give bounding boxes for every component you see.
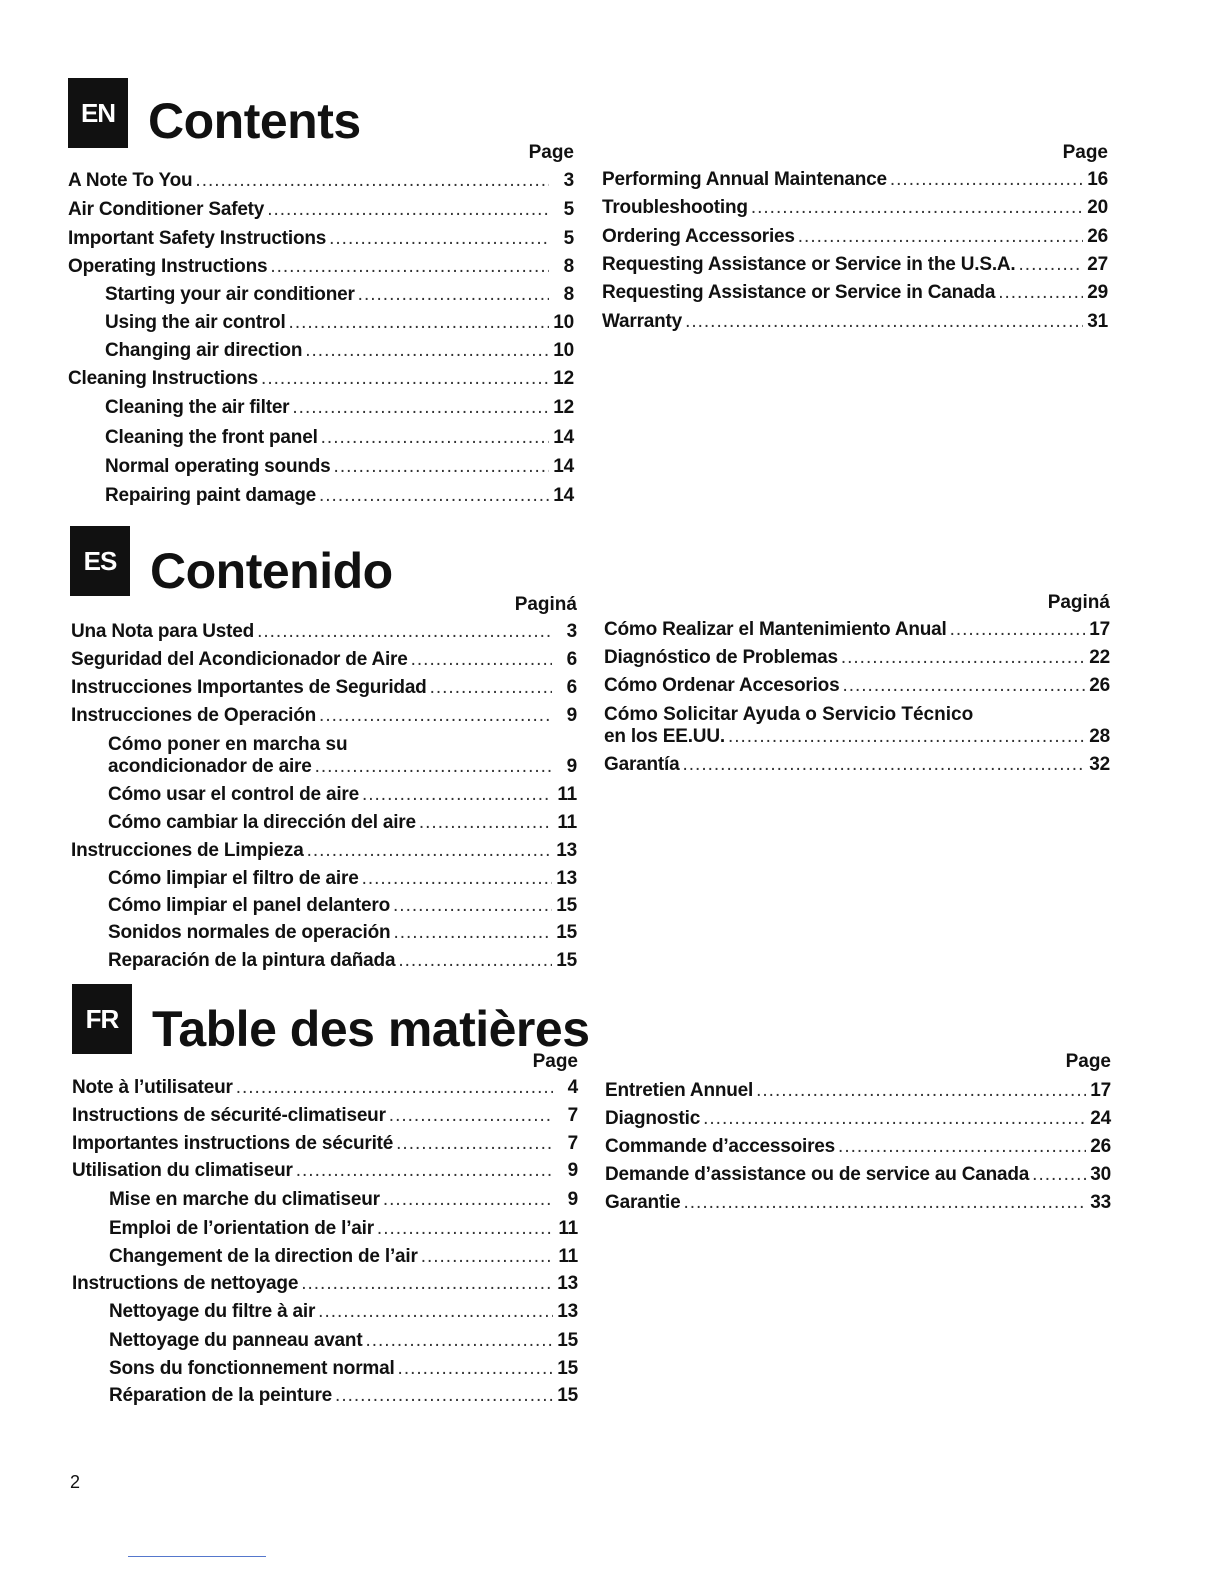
entry-label: Using the air control — [105, 312, 286, 333]
entry-label: Requesting Assistance or Service in the U.S.A. — [602, 254, 1016, 275]
entry-label: Instrucciones de Limpieza — [71, 840, 304, 861]
entry-label: Changing air direction — [105, 340, 303, 361]
toc-subentry[interactable] — [68, 485, 574, 507]
page-header: Page — [1062, 142, 1108, 163]
entry-label: Changement de la direction de l’air — [109, 1246, 418, 1267]
entry-page: 15 — [557, 1330, 578, 1351]
entry-label: Warranty — [602, 311, 683, 332]
toc-subentry[interactable] — [71, 868, 577, 890]
entry-page: 15 — [556, 922, 577, 943]
entry-page: 8 — [563, 284, 574, 305]
toc-column-left-es — [71, 592, 577, 982]
entry-page: 10 — [553, 312, 574, 333]
entry-label: Requesting Assistance or Service in Canada — [602, 282, 996, 303]
toc-subentry[interactable] — [71, 756, 577, 778]
entry-label: Starting your air conditioner — [105, 284, 355, 305]
entry-page: 14 — [553, 485, 574, 506]
toc-entry[interactable] — [602, 254, 1108, 276]
toc-column-right-fr — [605, 1050, 1111, 1230]
entry-page: 12 — [553, 397, 574, 418]
page-header: Page — [528, 142, 574, 163]
entry-label: Emploi de l’orientation de l’air — [109, 1218, 374, 1239]
entry-page: 5 — [563, 199, 574, 220]
entry-page: 16 — [1087, 169, 1108, 190]
toc-entry[interactable] — [68, 170, 574, 192]
entry-label: Diagnóstico de Problemas — [604, 647, 838, 668]
entry-page: 7 — [567, 1105, 578, 1126]
entry-label: Réparation de la peinture — [109, 1385, 333, 1406]
entry-page: 26 — [1090, 1136, 1111, 1157]
entry-page: 9 — [567, 1189, 578, 1210]
language-badge-fr: FR — [72, 984, 132, 1054]
toc-entry[interactable] — [72, 1133, 578, 1155]
entry-page: 9 — [566, 756, 577, 777]
entry-label: Troubleshooting — [602, 197, 748, 218]
entry-label: Repairing paint damage — [105, 485, 316, 506]
entry-label: Important Safety Instructions — [68, 228, 327, 249]
toc-entry[interactable] — [605, 1192, 1111, 1214]
entry-label: Operating Instructions — [68, 256, 268, 277]
entry-page: 14 — [553, 427, 574, 448]
entry-label: Cómo cambiar la dirección del aire — [108, 812, 416, 833]
toc-entry[interactable] — [68, 228, 574, 250]
toc-entry[interactable] — [605, 1080, 1111, 1102]
section-title-fr: Table des matières — [152, 1001, 590, 1057]
entry-label: Importantes instructions de sécurité — [72, 1133, 394, 1154]
entry-page: 17 — [1089, 619, 1110, 640]
entry-page: 7 — [567, 1133, 578, 1154]
entry-page: 28 — [1089, 726, 1110, 747]
toc-column-right-en — [602, 140, 1108, 360]
toc-subentry[interactable] — [68, 312, 574, 334]
entry-page: 14 — [553, 456, 574, 477]
toc-subentry[interactable] — [72, 1358, 578, 1380]
toc-entry[interactable] — [604, 619, 1110, 641]
entry-page: 3 — [563, 170, 574, 191]
toc-entry[interactable] — [605, 1108, 1111, 1130]
language-badge-en: EN — [68, 78, 128, 148]
bottom-rule — [128, 1556, 266, 1557]
entry-label: Note à l’utilisateur — [72, 1077, 233, 1098]
toc-column-left-fr — [72, 1050, 578, 1420]
entry-label: Cómo Realizar el Mantenimiento Anual — [604, 619, 947, 640]
entry-page: 8 — [563, 256, 574, 277]
toc-entry[interactable] — [68, 199, 574, 221]
entry-label: Normal operating sounds — [105, 456, 331, 477]
entry-label: A Note To You — [68, 170, 193, 191]
entry-page: 6 — [566, 677, 577, 698]
entry-label: Seguridad del Acondicionador de Aire — [71, 649, 408, 670]
toc-entry[interactable] — [602, 311, 1108, 333]
page-number: 2 — [70, 1472, 81, 1492]
toc-subentry[interactable] — [71, 895, 577, 917]
section-title-en: Contents — [148, 93, 361, 149]
toc-entry[interactable] — [602, 226, 1108, 248]
toc-subentry[interactable] — [72, 1385, 578, 1407]
toc-entry[interactable] — [72, 1160, 578, 1182]
entry-page: 26 — [1087, 226, 1108, 247]
toc-subentry[interactable] — [68, 456, 574, 478]
entry-label: Demande d’assistance ou de service au Canada — [605, 1164, 1030, 1185]
entry-label: Sonidos normales de operación — [108, 922, 391, 943]
entry-label: Cómo limpiar el filtro de aire — [108, 868, 359, 889]
toc-subentry[interactable] — [68, 340, 574, 362]
entry-label: Nettoyage du filtre à air — [109, 1301, 316, 1322]
entry-label: Garantía — [604, 754, 680, 775]
entry-page: 3 — [566, 621, 577, 642]
entry-page: 22 — [1089, 647, 1110, 668]
entry-label: Una Nota para Usted — [71, 621, 255, 642]
toc-subentry[interactable] — [72, 1301, 578, 1323]
entry-label: Instrucciones Importantes de Seguridad — [71, 677, 427, 698]
entry-label: Sons du fonctionnement normal — [109, 1358, 395, 1379]
toc-entry[interactable] — [71, 621, 577, 643]
entry-page: 15 — [557, 1358, 578, 1379]
entry-label: Performing Annual Maintenance — [602, 169, 887, 190]
entry-label: Nettoyage du panneau avant — [109, 1330, 363, 1351]
entry-page: 13 — [557, 1301, 578, 1322]
toc-subentry[interactable] — [71, 922, 577, 944]
entry-page: 11 — [557, 812, 577, 833]
language-badge-es: ES — [70, 526, 130, 596]
entry-page: 11 — [557, 784, 577, 805]
toc-entry[interactable] — [602, 169, 1108, 191]
entry-page: 24 — [1090, 1108, 1111, 1129]
entry-page: 27 — [1087, 254, 1108, 275]
entry-label: Cómo usar el control de aire — [108, 784, 359, 805]
entry-page: 26 — [1089, 675, 1110, 696]
entry-page: 13 — [557, 1273, 578, 1294]
toc-subentry[interactable] — [71, 784, 577, 806]
toc-subentry[interactable] — [72, 1189, 578, 1211]
entry-label: Garantie — [605, 1192, 681, 1213]
toc-subentry[interactable] — [68, 284, 574, 306]
page-header: Page — [532, 1051, 578, 1072]
toc-entry[interactable] — [602, 282, 1108, 304]
entry-label: Diagnostic — [605, 1108, 701, 1129]
entry-label: Instructions de sécurité-climatiseur — [72, 1105, 386, 1126]
section-title-es: Contenido — [150, 543, 393, 599]
toc-entry[interactable] — [71, 705, 577, 727]
toc-entry[interactable] — [602, 197, 1108, 219]
entry-page: 9 — [567, 1160, 578, 1181]
toc-column-right-es — [604, 590, 1110, 790]
entry-page: 17 — [1090, 1080, 1111, 1101]
toc-entry[interactable] — [605, 1164, 1111, 1186]
entry-page: 12 — [553, 368, 574, 389]
entry-label: Cómo Ordenar Accesorios — [604, 675, 840, 696]
entry-page: 13 — [556, 840, 577, 861]
entry-label: Air Conditioner Safety — [68, 199, 265, 220]
page-header: Paginá — [514, 594, 577, 615]
toc-entry[interactable] — [71, 840, 577, 862]
toc-entry[interactable] — [72, 1105, 578, 1127]
entry-label: en los EE.UU. — [604, 726, 725, 747]
toc-subentry[interactable] — [71, 812, 577, 834]
toc-subentry[interactable] — [68, 427, 574, 449]
toc-subentry[interactable] — [72, 1218, 578, 1240]
entry-label: Reparación de la pintura dañada — [108, 950, 396, 971]
toc-subentry[interactable] — [72, 1330, 578, 1352]
entry-page: 15 — [557, 1385, 578, 1406]
page-header: Paginá — [1047, 592, 1110, 613]
entry-label: acondicionador de aire — [108, 756, 312, 777]
entry-label: Utilisation du climatiseur — [72, 1160, 293, 1181]
entry-page: 5 — [563, 228, 574, 249]
toc-entry[interactable] — [604, 647, 1110, 669]
toc-entry[interactable] — [604, 675, 1110, 697]
toc-entry[interactable] — [72, 1273, 578, 1295]
entry-label: Cleaning the front panel — [105, 427, 318, 448]
entry-page: 11 — [558, 1246, 578, 1267]
entry-page: 6 — [566, 649, 577, 670]
toc-subentry[interactable] — [71, 950, 577, 972]
toc-entry[interactable] — [604, 726, 1110, 748]
entry-label: Cleaning Instructions — [68, 368, 259, 389]
entry-page: 11 — [558, 1218, 578, 1239]
entry-page: 10 — [553, 340, 574, 361]
toc-entry[interactable] — [72, 1077, 578, 1099]
toc-subentry[interactable] — [72, 1246, 578, 1268]
entry-label: Cómo limpiar el panel delantero — [108, 895, 391, 916]
entry-page: 15 — [556, 895, 577, 916]
toc-entry[interactable] — [605, 1136, 1111, 1158]
entry-page: 31 — [1087, 311, 1108, 332]
entry-label: Ordering Accessories — [602, 226, 795, 247]
entry-label-line1: Cómo Solicitar Ayuda o Servicio Técnico — [604, 704, 974, 725]
entry-label: Instructions de nettoyage — [72, 1273, 299, 1294]
entry-page: 15 — [556, 950, 577, 971]
entry-page: 30 — [1090, 1164, 1111, 1185]
toc-entry[interactable] — [71, 677, 577, 699]
entry-page: 29 — [1087, 282, 1108, 303]
entry-page: 9 — [566, 705, 577, 726]
toc-column-left-en — [68, 140, 574, 520]
toc-subentry[interactable] — [68, 397, 574, 419]
entry-label: Mise en marche du climatiseur — [109, 1189, 380, 1210]
entry-label-line1: Cómo poner en marcha su — [108, 734, 348, 755]
entry-page: 13 — [556, 868, 577, 889]
entry-label: Cleaning the air filter — [105, 397, 290, 418]
entry-page: 4 — [567, 1077, 578, 1098]
entry-label: Instrucciones de Operación — [71, 705, 317, 726]
entry-label: Commande d’accessoires — [605, 1136, 836, 1157]
toc-entry[interactable] — [68, 368, 574, 390]
entry-page: 33 — [1090, 1192, 1111, 1213]
toc-entry[interactable] — [71, 649, 577, 671]
entry-label: Entretien Annuel — [605, 1080, 754, 1101]
entry-page: 32 — [1089, 754, 1110, 775]
page-header: Page — [1065, 1051, 1111, 1072]
toc-entry[interactable] — [68, 256, 574, 278]
toc-entry[interactable] — [604, 754, 1110, 776]
entry-page: 20 — [1087, 197, 1108, 218]
